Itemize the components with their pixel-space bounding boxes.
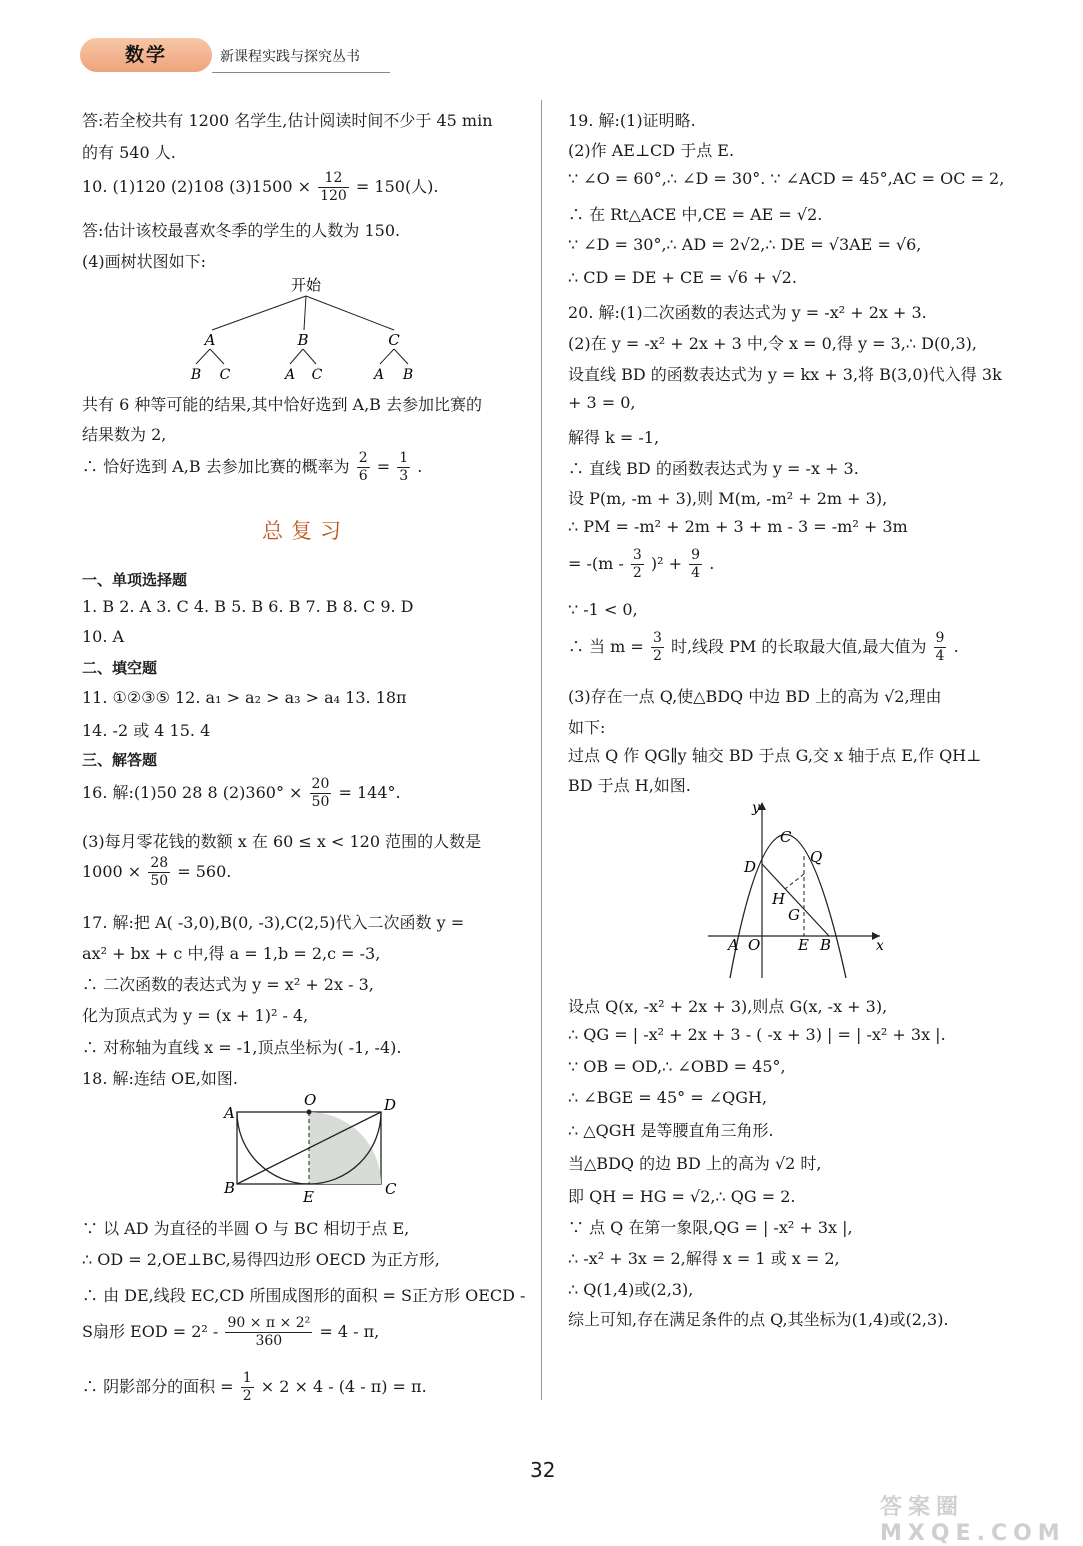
answer-line: 即 QH = HG = √2,∴ QG = 2. (568, 1187, 796, 1206)
answer-line: 17. 解:把 A( -3,0),B(0, -3),C(2,5)代入二次函数 y = (82, 913, 465, 932)
answer-line: ∴ 二次函数的表达式为 y = x² + 2x - 3, (82, 975, 374, 994)
series-title: 新课程实践与探究丛书 (220, 49, 360, 65)
axis-y: y (752, 800, 760, 816)
answer-line: 设 P(m, -m + 3),则 M(m, -m² + 2m + 3), (568, 489, 888, 508)
answer-line: ∵ ∠D = 30°,∴ AD = 2√2,∴ DE = √3AE = √6, (568, 235, 922, 254)
right-column (568, 0, 1008, 1440)
subject-label: 数学 (124, 44, 167, 66)
answer-line: 共有 6 种等可能的结果,其中恰好选到 A,B 去参加比赛的 (82, 395, 483, 414)
probability-line: ∴ 恰好选到 A,B 去参加比赛的概率为 $\frac{2}{6}$ = $\frac{1}{3}$ . (82, 450, 423, 484)
answer-line: 的有 540 人. (82, 143, 176, 162)
answer-line: + 3 = 0, (568, 393, 636, 412)
label-O: O (304, 1091, 317, 1109)
answer-line: 如下: (568, 718, 606, 737)
answer-line: ∴ OD = 2,OE⊥BC,易得四边形 OECD 为正方形, (82, 1250, 440, 1269)
figure-20 (704, 798, 904, 984)
answer-line: 19. 解:(1)证明略. (568, 111, 696, 130)
answer-line: ∴ Q(1,4)或(2,3), (568, 1280, 694, 1299)
q10-line: 10. (1)120 (2)108 (3)1500 × $\frac{12}{120}$ = 150(人). (82, 170, 439, 204)
answer-line: 11. ①②③⑤ 12. a₁ > a₂ > a₃ > a₄ 13. 18π (82, 688, 407, 707)
answer-line: (2)作 AE⊥CD 于点 E. (568, 141, 735, 160)
column-divider (541, 100, 542, 1400)
answer-line: 过点 Q 作 QG∥y 轴交 BD 于点 G,交 x 轴于点 E,作 QH⊥ (568, 746, 982, 765)
answer-line: ∴ 由 DE,线段 EC,CD 所围成图形的面积 = S正方形 OECD - (82, 1286, 526, 1305)
answer-line: 化为顶点式为 y = (x + 1)² - 4, (82, 1006, 309, 1025)
answer-line: 10. A (82, 627, 125, 646)
answer-line: 答:估计该校最喜欢冬季的学生的人数为 150. (82, 221, 401, 240)
answer-line: ∵ 点 Q 在第一象限,QG = | -x² + 3x |, (568, 1218, 853, 1237)
answer-line: ∴ -x² + 3x = 2,解得 x = 1 或 x = 2, (568, 1249, 840, 1268)
label-Q: Q (810, 848, 823, 866)
q16-line: 16. 解:(1)50 28 8 (2)360° × $\frac{20}{50}$ = 144°. (82, 776, 401, 810)
label-H: H (772, 890, 786, 908)
tree-node: C (388, 331, 400, 349)
tree-leaf: A (284, 367, 296, 383)
answer-line: 18. 解:连结 OE,如图. (82, 1069, 238, 1088)
answer-line: ∵ -1 < 0, (568, 600, 638, 619)
label-D: D (384, 1096, 397, 1114)
q16-calc: 1000 × $\frac{28}{50}$ = 560. (82, 855, 232, 889)
tree-leaf: C (219, 367, 231, 383)
answer-line: ∵ ∠O = 60°,∴ ∠D = 30°. ∵ ∠ACD = 45°,AC = OC = 2, (568, 169, 1005, 188)
answer-line: 结果数为 2, (82, 425, 167, 444)
label-A: A (728, 936, 739, 954)
figure-18 (222, 1090, 492, 1208)
label-D: D (744, 858, 757, 876)
label-C: C (780, 828, 792, 846)
answer-line: (3)存在一点 Q,使△BDQ 中边 BD 上的高为 √2,理由 (568, 687, 942, 706)
label-E: E (303, 1188, 314, 1206)
tree-leaf: B (190, 367, 202, 383)
tree-root: 开始 (290, 276, 322, 294)
answer-line: (3)每月零花钱的数额 x 在 60 ≤ x < 120 范围的人数是 (82, 832, 482, 851)
label-A: A (224, 1104, 235, 1122)
answer-line: 1. B 2. A 3. C 4. B 5. B 6. B 7. B 8. C 9. D (82, 597, 414, 616)
watermark: 答案圈 MXQE.COM (880, 1495, 1066, 1546)
answer-line: ∵ OB = OD,∴ ∠OBD = 45°, (568, 1057, 786, 1076)
answer-line: ax² + bx + c 中,得 a = 1,b = 2,c = -3, (82, 944, 381, 963)
answer-line: 设点 Q(x, -x² + 2x + 3),则点 G(x, -x + 3), (568, 997, 888, 1016)
tree-node: B (297, 331, 309, 349)
answer-line: ∴ 直线 BD 的函数表达式为 y = -x + 3. (568, 459, 859, 478)
tree-leaf: C (311, 367, 323, 383)
tree-leaf: B (402, 367, 414, 383)
answer-line: ∴ PM = -m² + 2m + 3 + m - 3 = -m² + 3m (568, 517, 908, 536)
label-O: O (748, 936, 761, 954)
label-B: B (820, 936, 832, 954)
max-value-line: ∴ 当 m = $\frac{3}{2}$ 时,线段 PM 的长取最大值,最大值为 $\frac{9}{4}$ . (568, 630, 959, 664)
label-E: E (798, 936, 809, 954)
section-title: 总复习 (262, 519, 349, 543)
answer-line: 14. -2 或 4 15. 4 (82, 721, 211, 740)
label-B: B (224, 1179, 236, 1197)
answer-line: 20. 解:(1)二次函数的表达式为 y = -x² + 2x + 3. (568, 303, 927, 322)
q18-area-line: S扇形 EOD = 2² - $\frac{\text{90 × π × 2²}}{360}$ = 4 - π, (82, 1315, 380, 1349)
answer-line: ∴ 在 Rt△ACE 中,CE = AE = √2. (568, 205, 823, 224)
answer-line: BD 于点 H,如图. (568, 776, 691, 795)
section-heading: 三、解答题 (82, 751, 158, 769)
q18-shade-line: ∴ 阴影部分的面积 = $\frac{1}{2}$ × 2 × 4 - (4 - π) = π. (82, 1370, 427, 1404)
answer-line: (4)画树状图如下: (82, 252, 207, 271)
tree-leaf: A (373, 367, 385, 383)
fraction: $\frac{12}{120}$ (320, 170, 347, 204)
answer-line: 设直线 BD 的函数表达式为 y = kx + 3,将 B(3,0)代入得 3k (568, 365, 1002, 384)
answer-line: ∴ △QGH 是等腰直角三角形. (568, 1121, 774, 1140)
label-C: C (385, 1180, 397, 1198)
answer-line: ∴ 对称轴为直线 x = -1,顶点坐标为( -1, -4). (82, 1038, 402, 1057)
axis-x: x (876, 938, 884, 954)
vertex-form-line: = -(m - $\frac{3}{2}$ )² + $\frac{9}{4}$ . (568, 547, 715, 581)
answer-line: ∴ CD = DE + CE = √6 + √2. (568, 268, 797, 287)
section-heading: 一、单项选择题 (82, 571, 188, 589)
answer-line: ∴ ∠BGE = 45° = ∠QGH, (568, 1088, 768, 1107)
answer-line: (2)在 y = -x² + 2x + 3 中,令 x = 0,得 y = 3,∴ D(0,3), (568, 334, 977, 353)
tree-node: A (204, 331, 216, 349)
answer-line: 解得 k = -1, (568, 428, 660, 447)
section-heading: 二、填空题 (82, 659, 158, 677)
answer-line: 答:若全校共有 1200 名学生,估计阅读时间不少于 45 min (82, 111, 493, 130)
left-column-review (82, 0, 532, 1440)
answer-line: 当△BDQ 的边 BD 上的高为 √2 时, (568, 1154, 822, 1173)
answer-line: ∵ 以 AD 为直径的半圆 O 与 BC 相切于点 E, (82, 1219, 410, 1238)
answer-line: ∴ QG = | -x² + 2x + 3 - ( -x + 3) | = | -x² + 3x |. (568, 1025, 946, 1044)
page-number: 32 (530, 1458, 556, 1482)
label-G: G (788, 906, 800, 924)
answer-line: 综上可知,存在满足条件的点 Q,其坐标为(1,4)或(2,3). (568, 1310, 949, 1329)
